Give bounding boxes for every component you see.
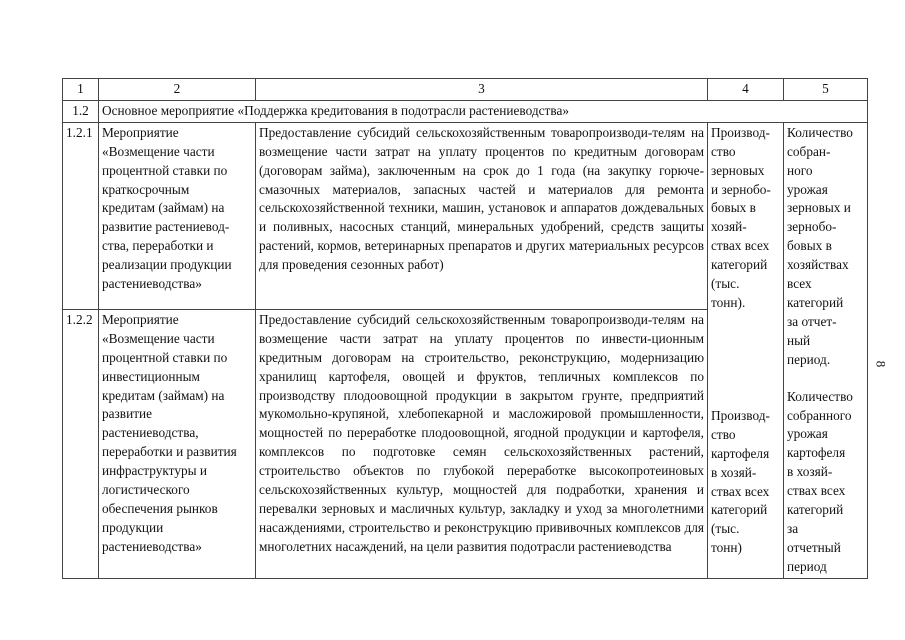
indicator-grain-production: Производ- ство зерновых и зернобо- бовых в хозяй- ствах всех категорий (тыс. тонн). (711, 124, 771, 310)
header-col-1: 1 (63, 79, 99, 101)
indicator-potato-production: Производ- ство картофеля в хозяй- ствах всех категорий (тыс. тонн) (711, 407, 770, 556)
row-number: 1.2.2 (63, 309, 99, 578)
header-col-5: 5 (784, 79, 868, 101)
measure-name: Мероприятие «Возмещение части процентной ставки по инвестиционным кредитам (займам) на развитие растениеводства, переработки и развития инфраструктуры и логистического обеспечения рынков продукции растениеводства» (99, 309, 256, 578)
header-col-4: 4 (708, 79, 784, 101)
header-col-3: 3 (256, 79, 708, 101)
measures-table (62, 78, 868, 579)
header-row (63, 79, 868, 101)
indicator-production-cell (708, 122, 784, 578)
table-row (63, 122, 868, 309)
indicator-potato-harvest: Количество собранного урожая картофеля в хозяй- ствах всех категорий за отчетный период (787, 388, 853, 574)
section-row (63, 100, 868, 122)
section-title: Основное мероприятие «Поддержка кредитования в подотрасли растениеводства» (99, 100, 868, 122)
measure-description: Предоставление субсидий сельскохозяйственным товаропроизводи-телям на возмещение части затрат на уплату процентов по кредитным договорам (договорам займа), заключенным на срок до 1 года (на закупку горюче-смазочных материалов, запасных частей и материалов для ремонта сельскохозяйственной техники, машин, установок и аппаратов дождевальных и поливных, насосных станций, минеральных удобрений, средств защиты растений, кормов, ветеринарных препаратов и других материальных ресурсов для проведения сезонных работ) (256, 122, 708, 309)
row-number: 1.2.1 (63, 122, 99, 309)
indicator-grain-harvest: Количество собран- ного урожая зерновых и зернобо- бовых в хозяйствах всех категорий за отчет- ный период. (787, 124, 853, 367)
page-number: 8 (873, 360, 889, 368)
section-number: 1.2 (63, 100, 99, 122)
indicator-harvest-cell (784, 122, 868, 578)
measure-description: Предоставление субсидий сельскохозяйственным товаропроизводи-телям на возмещение части затрат на уплату процентов по инвести-ционным кредитным договорам на строительство, реконструкцию, модернизацию хранилищ картофеля, овощей и фруктов, тепличных комплексов по производству плодоовощной продукции в закрытом грунте, предприятий мукомольно-крупяной, хлебопекарной и масложировой промышленности, мощностей по переработке плодоовощной, ягодной продукции и картофеля, комплексов по подготовке семян сельскохозяйственных растений, строительство объектов по глубокой переработке высокопротеиновых сельскохозяйственных культур, мощностей для подработки, хранения и перевалки зерновых и масличных культур, закладку и уход за многолетними насаждениями, строительство и реконструкцию прививочных комплексов для многолетних насаждений, на цели развития подотрасли растениеводства (256, 309, 708, 578)
header-col-2: 2 (99, 79, 256, 101)
measure-name: Мероприятие «Возмещение части процентной ставки по краткосрочным кредитам (займам) на развитие растениевод- ства, переработки и реализации продукции растениеводства» (99, 122, 256, 309)
